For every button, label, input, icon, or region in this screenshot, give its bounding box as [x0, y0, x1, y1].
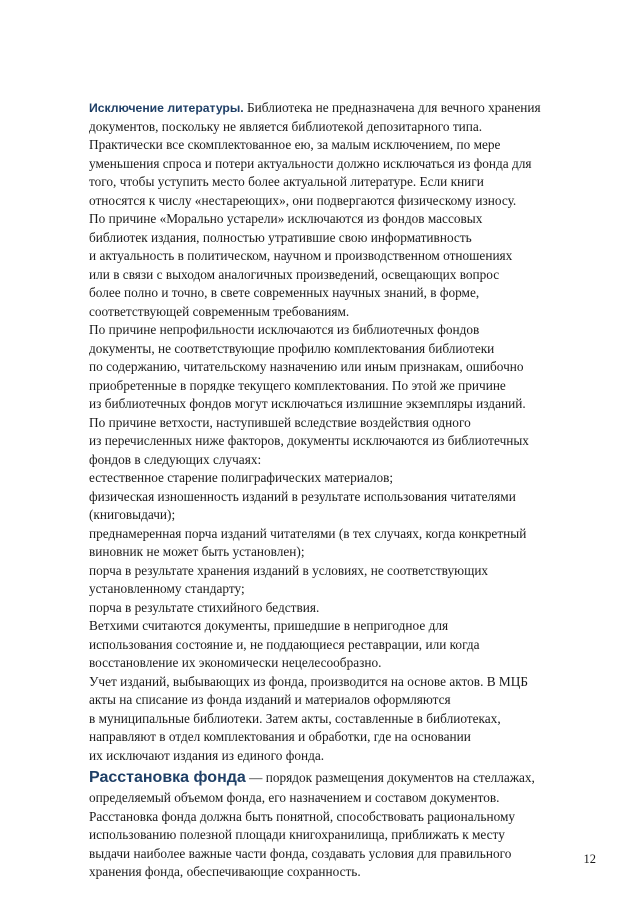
body-line: или в связи с выходом аналогичных произведений, освещающих вопрос	[89, 266, 500, 282]
body-line: виновник не может быть установлен);	[89, 544, 305, 559]
body-line: По причине ветхости, наступившей вследствие воздействия одного	[89, 414, 471, 430]
section1-first-line-text: Библиотека не предназначена для вечного хранения	[243, 100, 541, 115]
body-line: использования состояние и, не поддающиеся реставрации, или когда	[89, 636, 480, 652]
body-line: физическая изношенность изданий в результате использования читателями	[89, 488, 516, 504]
body-line: определяемый объемом фонда, его назначением и составом документов.	[89, 790, 500, 805]
body-line: относятся к числу «нестареющих», они подвергаются физическому износу.	[89, 192, 517, 208]
body-line: преднамеренная порча изданий читателями (в тех случаях, когда конкретный	[89, 525, 527, 541]
body-line: направляют в отдел комплектования и обработки, где на основании	[89, 729, 471, 744]
body-line: в муниципальные библиотеки. Затем акты, составленные в библиотеках,	[89, 710, 501, 726]
body-line: приобретенные в порядке текущего комплектования. По этой же причине	[89, 377, 506, 393]
body-line: установленному стандарту;	[89, 581, 245, 596]
body-line: более полно и точно, в свете современных научных знаний, в форме,	[89, 285, 480, 300]
body-line: по содержанию, читательскому назначению или иным признакам, ошибочно	[89, 359, 524, 374]
body-line: По причине «Морально устарели» исключаются из фондов массовых	[89, 211, 483, 226]
body-line: Расстановка фонда должна быть понятной, способствовать рациональному	[89, 808, 516, 824]
page-number: 12	[583, 852, 596, 866]
section-heading-fund-arrangement: Расстановка фонда	[89, 769, 246, 786]
body-line: использованию полезной площади книгохранилища, приближать к месту	[89, 827, 505, 842]
body-line: восстановление их экономически нецелесообразно.	[89, 655, 382, 670]
body-line: уменьшения спроса и потери актуальности должно исключаться из фонда для	[89, 155, 532, 171]
body-line: фондов в следующих случаях:	[89, 451, 262, 467]
body-line: соответствующей современным требованиям.	[89, 303, 350, 319]
body-line: выдачи наиболее важные части фонда, создавать условия для правильного	[89, 845, 512, 861]
body-line: естественное старение полиграфических материалов;	[89, 470, 394, 485]
body-line: порча в результате стихийного бедствия.	[89, 599, 320, 615]
body-line: из библиотечных фондов могут исключаться излишние экземпляры изданий.	[89, 396, 526, 411]
body-line: и актуальность в политическом, научном и производственном отношениях	[89, 248, 513, 263]
body-line: (книговыдачи);	[89, 507, 176, 522]
body-line: библиотек издания, полностью утратившие свою информативность	[89, 229, 472, 245]
body-line: их исключают издания из единого фонда.	[89, 747, 325, 763]
page-body	[89, 99, 595, 882]
section-heading-literature-exclusion: Исключение литературы.	[89, 101, 244, 115]
body-line: из перечисленных ниже факторов, документы исключаются из библиотечных	[89, 433, 529, 448]
body-line: Ветхими считаются документы, пришедшие в непригодное для	[89, 618, 449, 633]
section1-first-line	[89, 99, 595, 118]
body-line: хранения фонда, обеспечивающие сохранность.	[89, 864, 361, 879]
body-line: акты на списание из фонда изданий и материалов оформляются	[89, 692, 451, 707]
body-line: того, чтобы уступить место более актуальной литературе. Если книги	[89, 174, 484, 189]
body-line: Учет изданий, выбывающих из фонда, производится на основе актов. В МЦБ	[89, 673, 528, 689]
body-line: документы, не соответствующие профилю комплектования библиотеки	[89, 340, 495, 356]
section2-first-line-text: — порядок размещения документов на стеллажах,	[245, 770, 535, 785]
body-line: документов, поскольку не является библиотекой депозитарного типа.	[89, 118, 483, 134]
body-line: Практически все скомплектованное ею, за малым исключением, по мере	[89, 137, 501, 152]
section2-first-line	[89, 766, 595, 789]
body-line: По причине непрофильности исключаются из библиотечных фондов	[89, 322, 480, 337]
body-line: порча в результате хранения изданий в условиях, не соответствующих	[89, 562, 489, 578]
